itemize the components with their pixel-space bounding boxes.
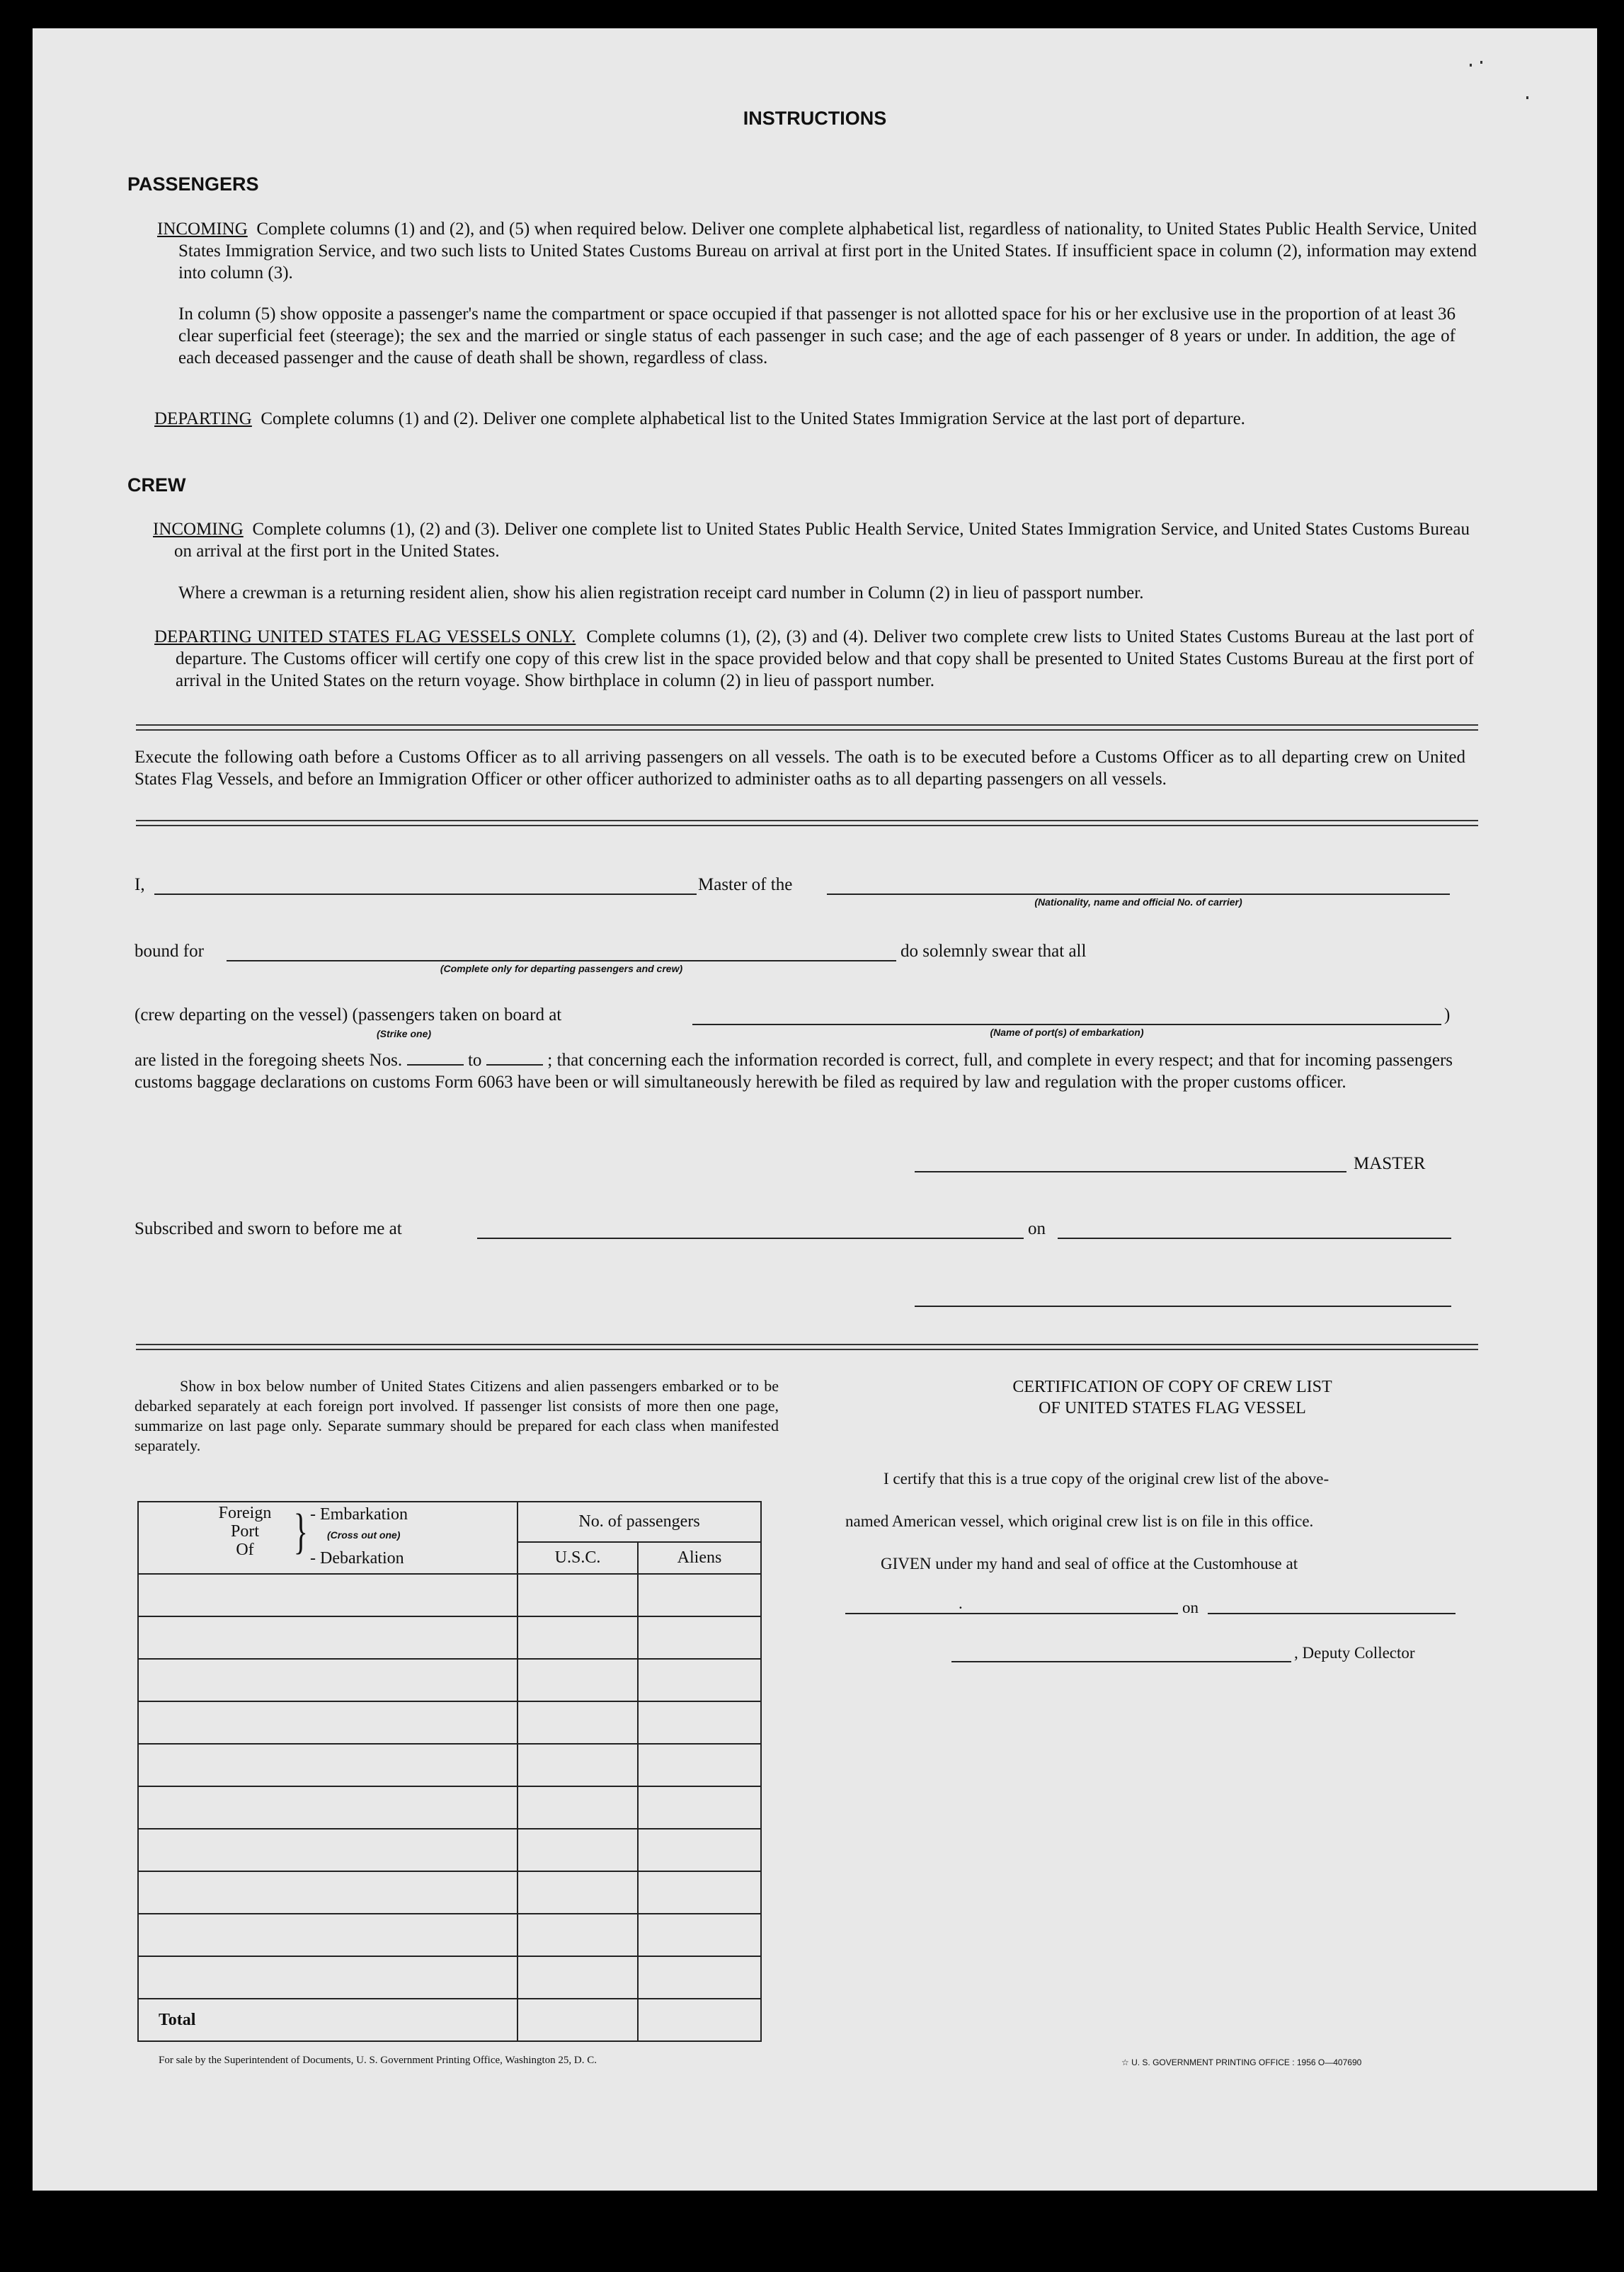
passengers-incoming-lead: INCOMING [157,219,248,239]
section-passengers-heading: PASSENGERS [127,173,259,195]
usc-cell[interactable] [517,1786,638,1829]
double-rule [136,1344,1478,1350]
certification-heading-line: CERTIFICATION OF COPY OF CREW LIST [1012,1378,1332,1396]
bound-for-caption: (Complete only for departing passengers and crew) [440,963,683,974]
no-of-passengers-header: No. of passengers [517,1502,761,1542]
oath-i-label: I, [135,875,145,894]
form-sheet [33,28,1597,2191]
listed-sheets-text-1: are listed in the foregoing sheets Nos. [135,1051,403,1070]
given-text: GIVEN under my hand and seal of office at the Customhouse at [881,1555,1298,1572]
aliens-cell[interactable] [638,1956,761,1999]
usc-cell[interactable] [517,1871,638,1914]
aliens-cell[interactable] [638,1914,761,1956]
aliens-total-cell[interactable] [638,1999,761,2041]
total-label-cell [138,1999,517,2041]
carrier-field[interactable] [827,894,1450,895]
subscribed-on-label: on [1028,1219,1046,1238]
aliens-cell[interactable] [638,1744,761,1786]
usc-cell[interactable] [517,1701,638,1744]
usc-cell[interactable] [517,1659,638,1701]
scan-speck [1470,64,1472,67]
port-cell[interactable] [138,1574,517,1616]
bound-for-label: bound for [135,942,204,961]
certification-heading [861,1376,1484,1419]
total-label: Total [159,2010,196,2029]
scan-speck [1526,96,1528,99]
bound-for-field[interactable] [227,960,896,961]
crew-incoming-text: Complete columns (1), (2) and (3). Deliver one complete list to United States Public Health Service, United States Immigration Service, and United States Customs Bureau on arrival at the first port in the United States. [174,520,1470,561]
passengers-departing-paragraph [154,408,1477,430]
page-title: INSTRUCTIONS [743,108,887,129]
strike-one-caption: (Strike one) [377,1028,432,1039]
certify-text-2: named American vessel, which original crew list is on file in this office. [845,1512,1314,1530]
summary-instructions [135,1376,779,1456]
crew-departing-text: Complete columns (1), (2), (3) and (4). Deliver two complete crew lists to United States Customs Bureau at the last port of departure. The Customs officer will certify one copy of this crew list in the space provided below and that copy shall be presented to United States Customs Bureau at the first port of arrival in the United States on the return voyage. Show birthplace in column (2) in lieu of passport number. [176,627,1474,690]
foreign-port-header: Foreign [218,1504,272,1522]
usc-cell[interactable] [517,1829,638,1871]
aliens-cell[interactable] [638,1871,761,1914]
usc-cell[interactable] [517,1914,638,1956]
foreign-port-header: Of [236,1541,254,1559]
port-cell[interactable] [138,1616,517,1659]
crew-resident-alien-paragraph: Where a crewman is a returning resident alien, show his alien registration receipt card number in Column (2) in lieu of passport number. [178,583,1144,603]
port-cell[interactable] [138,1871,517,1914]
aliens-header: Aliens [638,1542,761,1574]
port-cell[interactable] [138,1829,517,1871]
deputy-collector-label: , Deputy Collector [1294,1644,1415,1662]
aliens-cell[interactable] [638,1659,761,1701]
officer-signature-field[interactable] [915,1306,1451,1307]
usc-header: U.S.C. [517,1542,638,1574]
solemnly-swear-label: do solemnly swear that all [900,942,1087,961]
embarkation-option: - Embarkation [310,1505,408,1524]
section-crew-heading: CREW [127,474,186,496]
master-of-label: Master of the [698,875,793,894]
listed-sheets-paragraph [135,1049,1453,1093]
certification-heading-line: OF UNITED STATES FLAG VESSEL [1039,1399,1306,1417]
aliens-cell[interactable] [638,1574,761,1616]
usc-cell[interactable] [517,1956,638,1999]
double-rule [136,820,1478,826]
scan-speck [1480,61,1482,64]
crew-departing-lead: DEPARTING UNITED STATES FLAG VESSELS ONLY. [154,627,576,646]
aliens-cell[interactable] [638,1829,761,1871]
brace-icon: } [293,1505,308,1559]
certification-on-label: on [1182,1599,1199,1616]
passengers-incoming-text: Complete columns (1) and (2), and (5) when required below. Deliver one complete alphabetical list, regardless of nationality, to United States Public Health Service, United States Immigration Service, and two such lists to United States Customs Bureau on arrival at first port in the United States. If insufficient space in column (2), information may extend into column (3). [178,219,1477,282]
aliens-cell[interactable] [638,1616,761,1659]
crew-incoming-paragraph [153,518,1470,562]
subscribed-label: Subscribed and sworn to before me at [135,1219,402,1238]
crew-incoming-lead: INCOMING [153,520,244,539]
sheet-from-field[interactable] [407,1051,464,1066]
deputy-collector-signature-field[interactable] [951,1661,1291,1662]
crew-departing-paragraph [154,626,1474,692]
port-header-cell [138,1502,517,1574]
footer-printing-office: ☆ U. S. GOVERNMENT PRINTING OFFICE : 1956 O—407690 [1121,2057,1362,2067]
embarkation-ports-field[interactable] [692,1024,1441,1025]
subscribed-place-field[interactable] [477,1238,1024,1239]
aliens-cell[interactable] [638,1786,761,1829]
port-cell[interactable] [138,1956,517,1999]
listed-sheets-to: to [467,1051,482,1070]
oath-instructions-paragraph: Execute the following oath before a Customs Officer as to all arriving passengers on all vessels. The oath is to be executed before a Customs Officer as to all departing crew on United States Flag Vessels, and before an Immigration Officer or other officer authorized to administer oaths as to all departing passengers on all vessels. [135,748,1465,789]
sheet-to-field[interactable] [486,1051,543,1066]
summary-instructions-text: Show in box below number of United States Citizens and alien passengers embarked or to be debarked separately at each foreign port involved. If passenger list consists of more then one page, summarize on last page only. Separate summary should be prepared for each class when manifested separately. [135,1377,779,1454]
port-cell[interactable] [138,1701,517,1744]
certify-text-1: I certify that this is a true copy of the original crew list of the above- [884,1470,1329,1488]
passengers-departing-text: Complete columns (1) and (2). Deliver one complete alphabetical list to the United States Immigration Service at the last port of departure. [261,409,1245,428]
usc-cell[interactable] [517,1574,638,1616]
port-cell[interactable] [138,1744,517,1786]
port-cell[interactable] [138,1786,517,1829]
master-signature-field[interactable] [915,1171,1346,1172]
usc-total-cell[interactable] [517,1999,638,2041]
port-cell[interactable] [138,1914,517,1956]
passengers-column5-paragraph: In column (5) show opposite a passenger's name the compartment or space occupied if that passenger is not allotted space for his or her exclusive use in the proportion of at least 36 clear superficial feet (steerage); the sex and the married or single status of each passenger in such case; and the age of each passenger of 8 years or under. In addition, the age of each deceased passenger and the cause of death shall be shown, regardless of class. [178,304,1456,367]
master-signature-label: MASTER [1354,1154,1426,1173]
footer-sale-notice: For sale by the Superintendent of Documents, U. S. Government Printing Office, Washington 25, D. C. [159,2055,597,2066]
embarkation-ports-caption: (Name of port(s) of embarkation) [990,1027,1144,1038]
customhouse-field[interactable] [845,1613,1178,1614]
usc-cell[interactable] [517,1616,638,1659]
foreign-port-header: Port [230,1522,259,1541]
aliens-cell[interactable] [638,1701,761,1744]
cross-out-caption: (Cross out one) [327,1529,401,1541]
carrier-caption: (Nationality, name and official No. of carrier) [1034,896,1242,908]
passengers-departing-lead: DEPARTING [154,409,252,428]
debarkation-option: - Debarkation [310,1549,404,1568]
master-name-field[interactable] [154,894,697,895]
port-cell[interactable] [138,1659,517,1701]
passenger-summary-table [137,1501,762,2042]
crew-passengers-label: (crew departing on the vessel) (passengers taken on board at [135,1005,562,1024]
certification-date-field[interactable] [1208,1613,1456,1614]
closing-paren: ) [1444,1005,1451,1024]
passengers-incoming-paragraph [157,218,1477,284]
double-rule [136,724,1478,731]
listed-sheets-text-2: ; that concerning each the information recorded is correct, full, and complete in every respect; and that for incoming passengers customs baggage declarations on customs Form 6063 have been or will simultaneously herewith be filed as required by law and regulation with the proper customs officer. [135,1051,1453,1092]
subscribed-date-field[interactable] [1058,1238,1451,1239]
usc-cell[interactable] [517,1744,638,1786]
customhouse-dot: . [959,1594,963,1612]
